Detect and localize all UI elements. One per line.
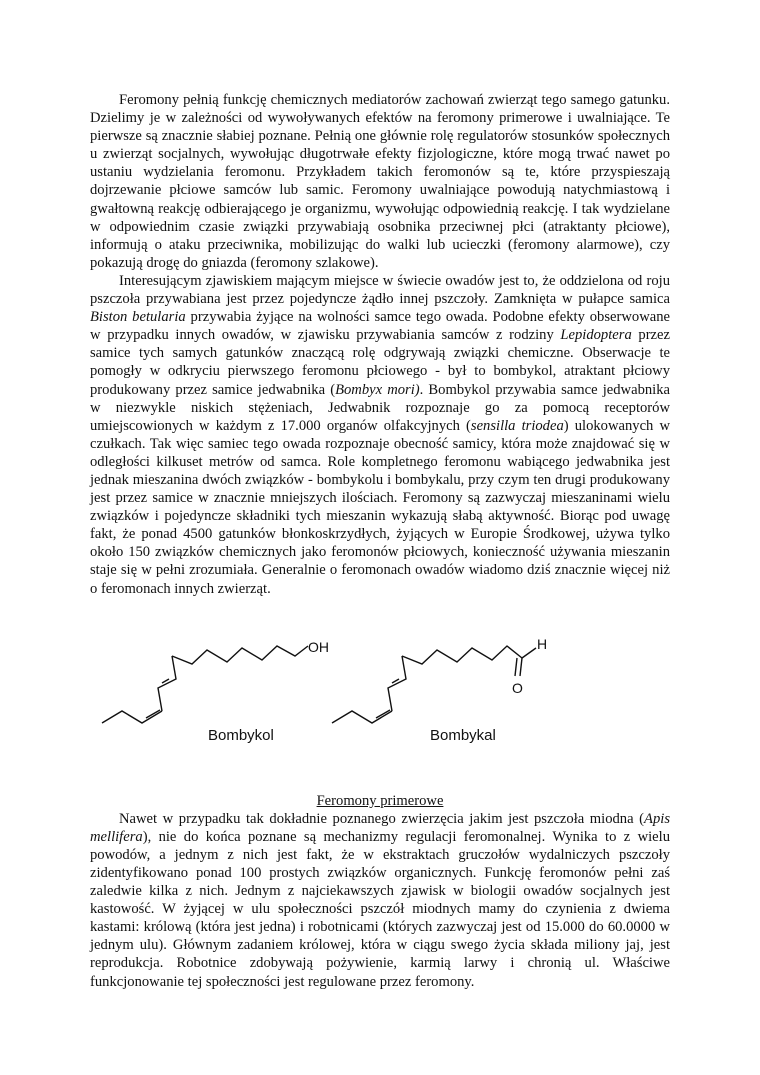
- species-apis-mellifera: Apis mellifera: [90, 810, 670, 845]
- bombykol-oh-group: OH: [308, 638, 329, 655]
- paragraph-1: Feromony pełnią funkcję chemicznych mediatorów zachowań zwierząt tego samego gatunku. Dzielimy je w zależności od wywoływanych efektów na feromony primerowe i uwalniające. Te pierwsze są znacznie słabiej poznane. Pełnią one głównie rolę regulatorów stosunków społecznych u zwierząt socjalnych, wywołując długotrwałe efekty fizjologiczne, które mogą trwać nawet po ustaniu wydzielania feromonu. Przykładem takich feromonów są te, które przyspieszają dojrzewanie płciowe samców lub samic. Feromony uwalniające powodują natychmiastową i gwałtowną reakcję odbierającego je organizmu, wywołując odpowiednią reakcję. I tak wydzielane w odpowiednim czasie związki przywabiają osobnika przeciwnej płci (atraktanty płciowe), informują o ataku przeciwnika, mobilizując do walki lub ucieczki (feromony alarmowe), czy pokazują drogę do gniazda (feromony szlakowe).: [90, 92, 670, 271]
- species-biston-betularia: Biston betularia: [90, 309, 186, 326]
- species-bombyx-mori: Bombyx mori): [335, 381, 420, 398]
- bombykal-structure: [332, 646, 536, 723]
- paragraph-2: [90, 272, 670, 598]
- figure-caption: Feromony primerowe: [316, 792, 444, 809]
- paragraph-2-text-5: ) ulokowanych w czułkach. Tak więc samiec tego owada rozpoznaje obecność samicy, która może znajdować się w odległości kilkuset metrów od samca. Role kompletnego feromonu wabiącego jedwabnika jest jednak mieszanina dwóch związków - bombykolu i bombykalu, przy czym ten drugi produkowany jest przez samice w znacznie mniejszych ilościach. Feromony są zazwyczaj mieszaninami wielu związków i pojedyncze składniki tych mieszanin wykazują słabą aktywność. Biorąc pod uwagę fakt, że ponad 4500 gatunków błonkoskrzydłych, żyjących w Europie Środkowej, używa tylko około 150 związków chemicznych jako feromonów płciowych, konieczność używania mieszanin staje się w pełni zrozumiała. Generalnie o feromonach owadów wiadomo dziś znacznie więcej niż o feromonach innych zwierząt.: [90, 417, 670, 597]
- bombykal-o-atom: O: [512, 679, 523, 696]
- bombykal-h-atom: H: [537, 635, 548, 652]
- paragraph-2-text-4: . Bombykol przywabia samce jedwabnika w niezwykle niskich stężeniach, Jedwabnik rozpoznaje go za pomocą receptorów umiejscowionych w każdym z 17.000 organów olfakcyjnych (: [90, 381, 670, 434]
- bombykol-label: Bombykol: [208, 726, 274, 744]
- structures-svg: [90, 622, 670, 792]
- pheromone-structures-figure: [90, 622, 670, 792]
- paragraph-2-text-3: przez samice tych samych gatunków znaczącą rolę odgrywają związki chemiczne. Obserwacje te pomogły w odkryciu pierwszego feromonu płciowego - był to bombykol, atraktant płciowy produkowany przez samice jedwabnika (: [90, 327, 670, 398]
- bombykol-structure: [102, 646, 308, 723]
- paragraph-3-text-2: ), nie do końca poznane są mechanizmy regulacji feromonalnej. Wynika to z wielu powodów, a jednym z nich jest fakt, że w ekstraktach gruczołów wydalniczych pszczoły zidentyfikowano ponad 100 prostych związków organicznych. Funkcję feromonów pełni zaś zaledwie kilka z nich. Jednym z najciekawszych zjawisk w biologii owadów socjalnych jest kastowość. W żyjącej w ulu społeczności pszczół miodnych mamy do czynienia z dwiema kastami: królową (która jest jedna) i robotnicami (których zazwyczaj jest od 15.000 do 60.0000 w jednym ulu). Głównym zadaniem królowej, która w ciągu swego życia składa miliony jaj, jest reprodukcja. Robotnice zdobywają pożywienie, karmią larwy i chronią ul. Właściwe funkcjonowanie tej społeczności jest regulowane przez feromony.: [90, 828, 670, 990]
- taxon-lepidoptera: Lepidoptera: [560, 327, 632, 344]
- paragraph-3-text-1: Nawet w przypadku tak dokładnie poznanego zwierzęcia jakim jest pszczoła miodna (: [119, 810, 645, 827]
- term-sensilla-triodea: sensilla triodea: [470, 417, 564, 434]
- bombykal-label: Bombykal: [430, 726, 496, 744]
- document-page: [90, 91, 670, 991]
- paragraph-3: [90, 810, 670, 991]
- paragraph-2-text-1: Interesującym zjawiskiem mającym miejsce w świecie owadów jest to, że oddzielona od roju pszczoła przywabiana jest przez pojedyncze żądło innej pszczoły. Zamknięta w pułapce samica: [90, 272, 670, 308]
- paragraph-2-text-2: przywabia żyjące na wolności samce tego owada. Podobne efekty obserwowane w przypadku innych owadów, w zjawisku przywabiania samców z rodziny: [90, 309, 670, 344]
